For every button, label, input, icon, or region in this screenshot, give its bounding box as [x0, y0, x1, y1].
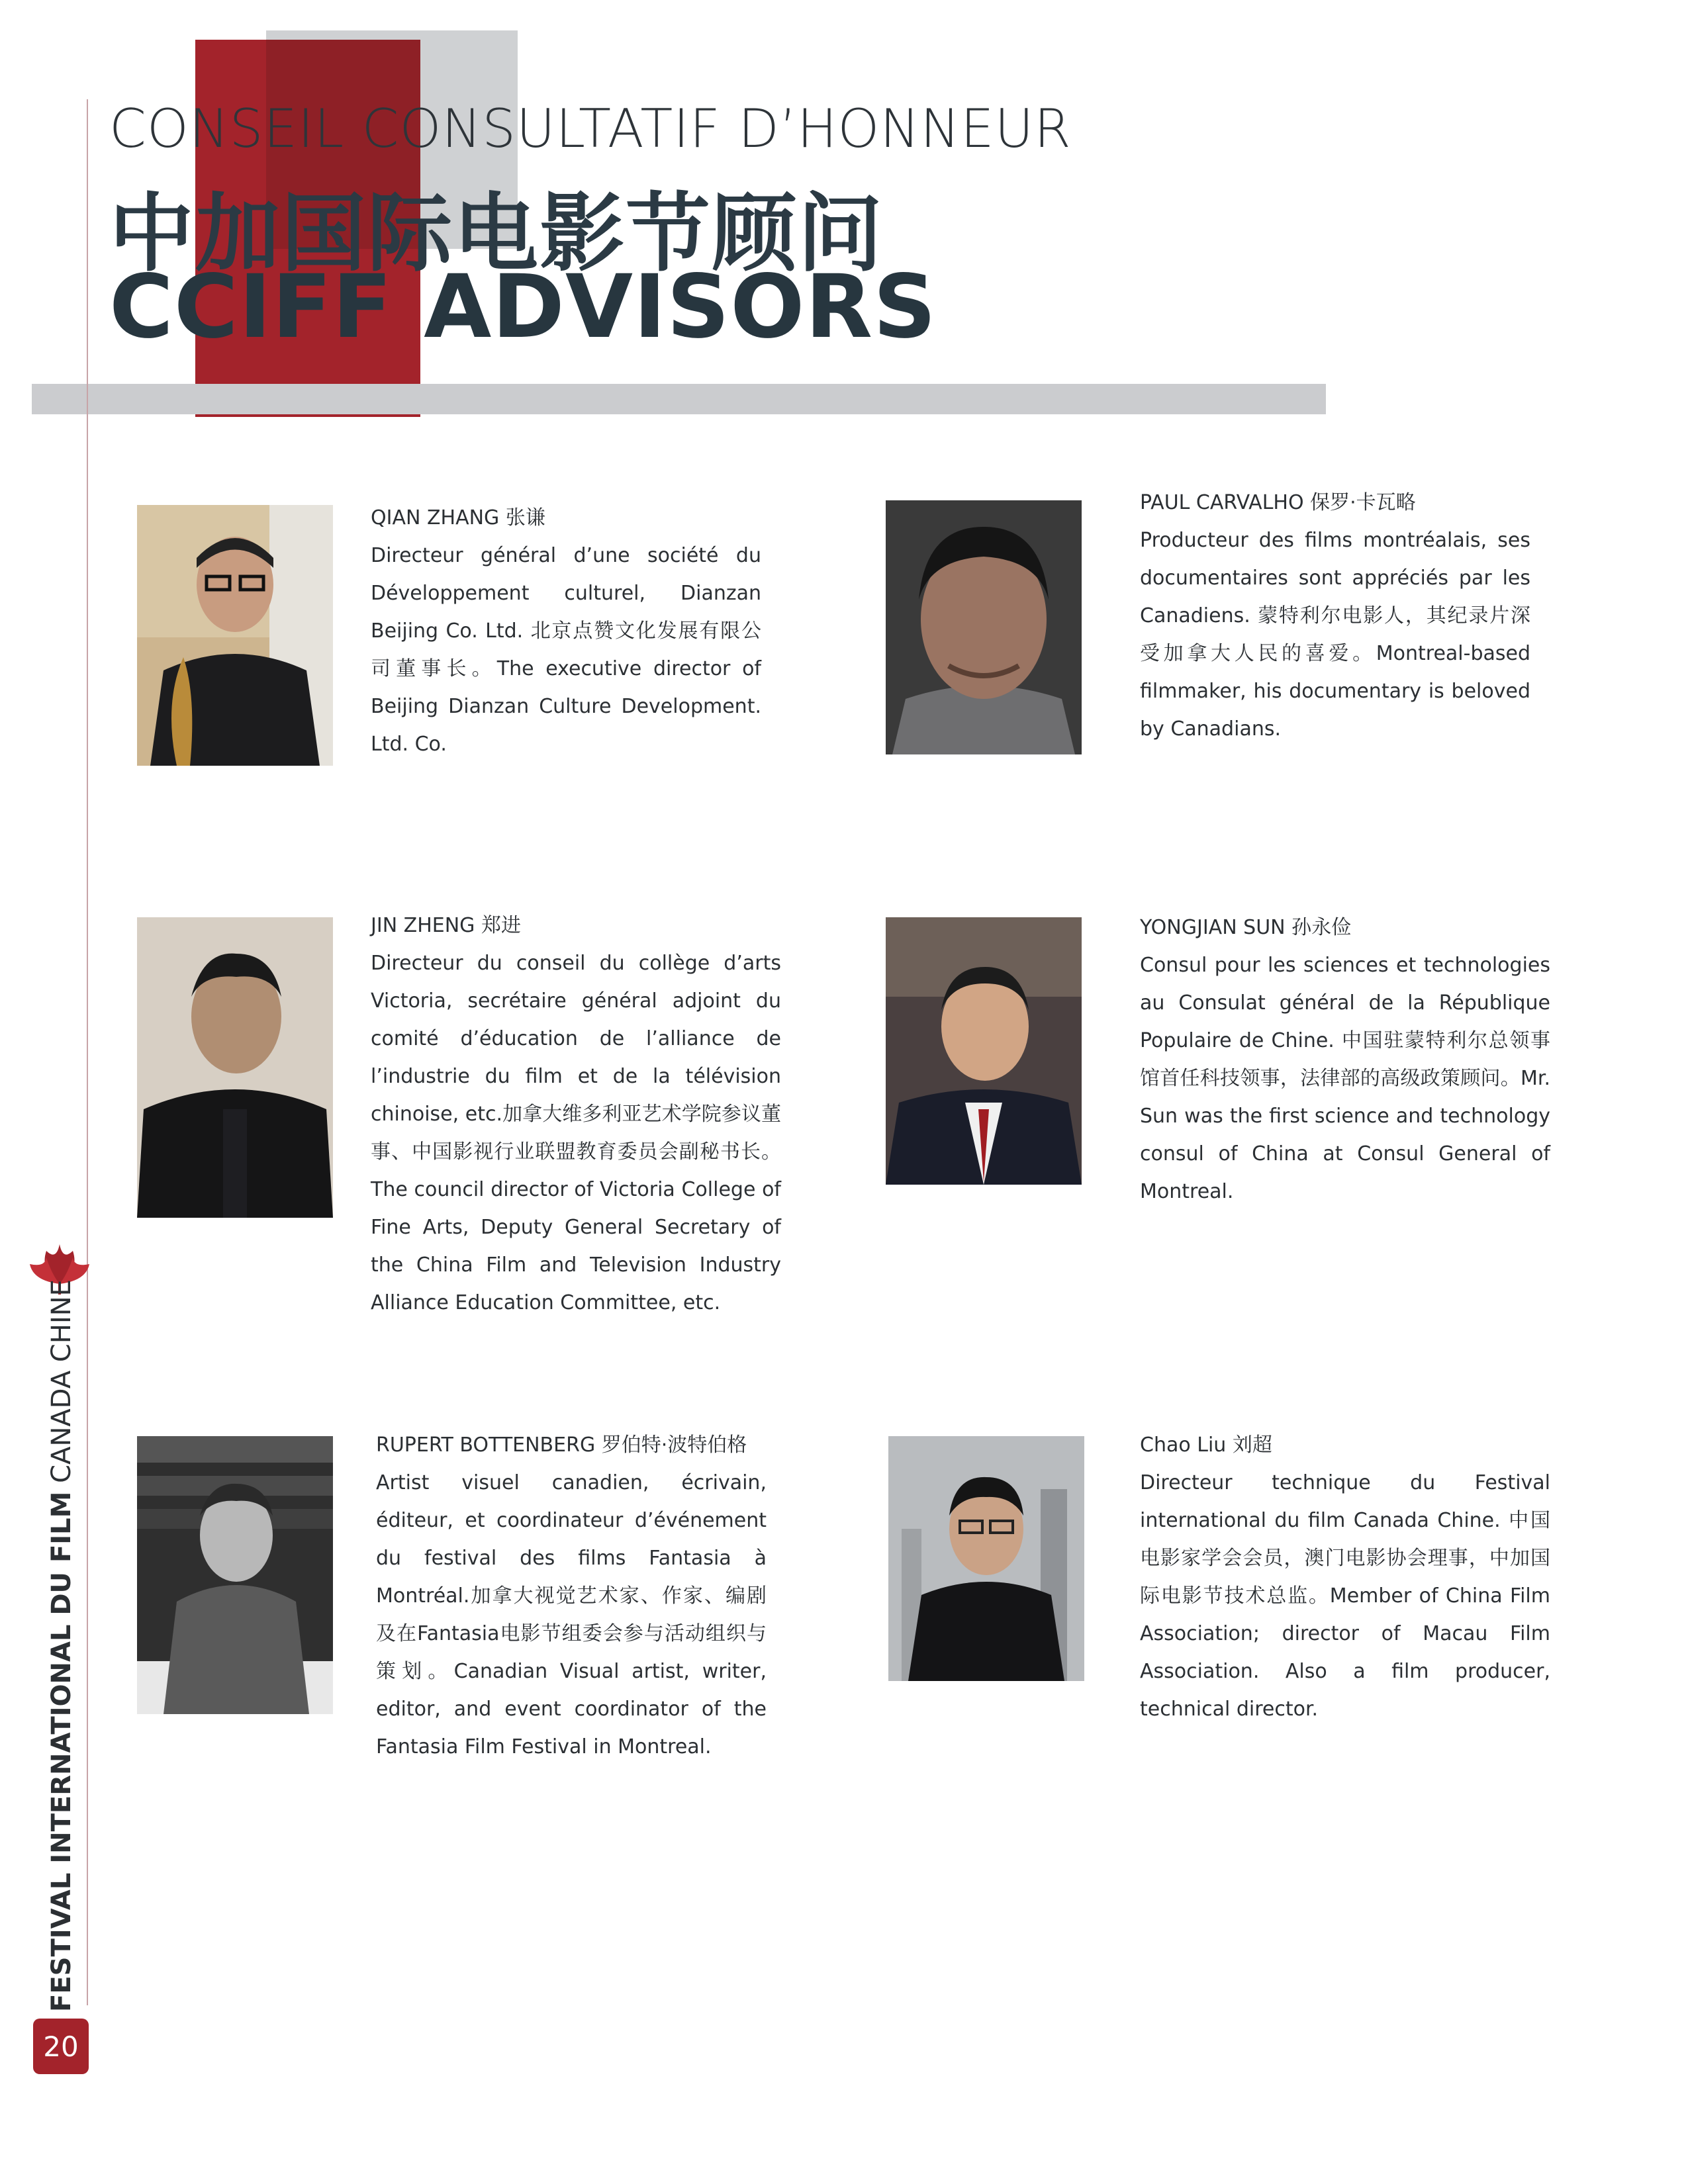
advisor-name: QIAN ZHANG 张谦 — [371, 506, 545, 529]
page-number: 20 — [33, 2019, 89, 2074]
advisor-name: YONGJIAN SUN 孙永俭 — [1140, 916, 1352, 939]
advisor-name: PAUL CARVALHO 保罗·卡瓦略 — [1140, 491, 1416, 514]
bio-qian-zhang — [371, 499, 761, 763]
portrait-rupert-bottenberg — [137, 1436, 333, 1714]
left-rule — [87, 99, 88, 2005]
title-french: CONSEIL CONSULTATIF D’HONNEUR — [109, 98, 1072, 159]
advisor-name: Chao Liu 刘超 — [1140, 1433, 1272, 1457]
portrait-yongjian-sun — [886, 917, 1082, 1185]
bio-paul-carvalho — [1140, 484, 1530, 748]
header-gray-bar — [32, 384, 1326, 414]
sidebar-festival-name — [46, 1279, 77, 2012]
portrait-chao-liu — [888, 1436, 1084, 1681]
advisor-name: JIN ZHENG 郑进 — [371, 914, 521, 937]
bio-yongjian-sun — [1140, 909, 1550, 1210]
advisor-bio: Directeur technique du Festival international du film Canada Chine. 中国电影家学会会员，澳门电影协会理事，中加国际电影节技术总监。Member of China Film Association; director of Macau Film Association. Also a film producer, technical director. — [1140, 1471, 1550, 1721]
bio-jin-zheng — [371, 907, 781, 1322]
bio-rupert-bottenberg — [376, 1426, 767, 1766]
advisor-bio: Producteur des films montréalais, ses documentaires sont appréciés par les Canadiens. 蒙特利尔电影人，其纪录片深受加拿大人民的喜爱。Montreal-based filmmaker, his documentary is beloved by Canadians. — [1140, 529, 1530, 741]
advisor-bio: Artist visuel canadien, écrivain, éditeur, et coordinateur d’événement du festival des films Fantasia à Montréal.加拿大视觉艺术家、作家、编剧及在Fantasia电影节组委会参与活动组织与策划。Canadian Visual artist, writer, editor, and event coordinator of the Fantasia Film Festival in Montreal. — [376, 1471, 767, 1758]
portrait-jin-zheng — [137, 917, 333, 1218]
advisor-bio: Directeur du conseil du collège d’arts Victoria, secrétaire général adjoint du comité d’éducation de l’alliance de l’industrie du film et de la télévision chinoise, etc.加拿大维多利亚艺术学院参议董事、中国影视行业联盟教育委员会副秘书长。The council director of Victoria College of Fine Arts, Deputy General Secretary of the China Film and Television Industry Alliance Education Committee, etc. — [371, 952, 781, 1314]
advisor-bio: Consul pour les sciences et technologies au Consulat général de la République Populaire de Chine. 中国驻蒙特利尔总领事馆首任科技领事，法律部的高级政策顾问。Mr. Sun was the first science and technology consul of China at Consul General of Montreal. — [1140, 954, 1550, 1203]
advisor-bio: Directeur général d’une société du Développement culturel, Dianzan Beijing Co. Ltd. 北京点赞文化发展有限公司董事长。The executive director of Beijing Dianzan Culture Development. Ltd. Co. — [371, 544, 761, 756]
title-chinese: 中加国际电影节顾问 — [109, 185, 884, 283]
advisor-name: RUPERT BOTTENBERG 罗伯特·波特伯格 — [376, 1433, 747, 1457]
sidebar-text-regular: CANADA CHINE — [46, 1279, 77, 1492]
bio-chao-liu — [1140, 1426, 1550, 1728]
portrait-paul-carvalho — [886, 500, 1082, 754]
sidebar-text-bold: FESTIVAL INTERNATIONAL DU FILM — [46, 1491, 77, 2012]
portrait-qian-zhang — [137, 505, 333, 766]
title-english: CCIFF ADVISORS — [109, 256, 937, 358]
